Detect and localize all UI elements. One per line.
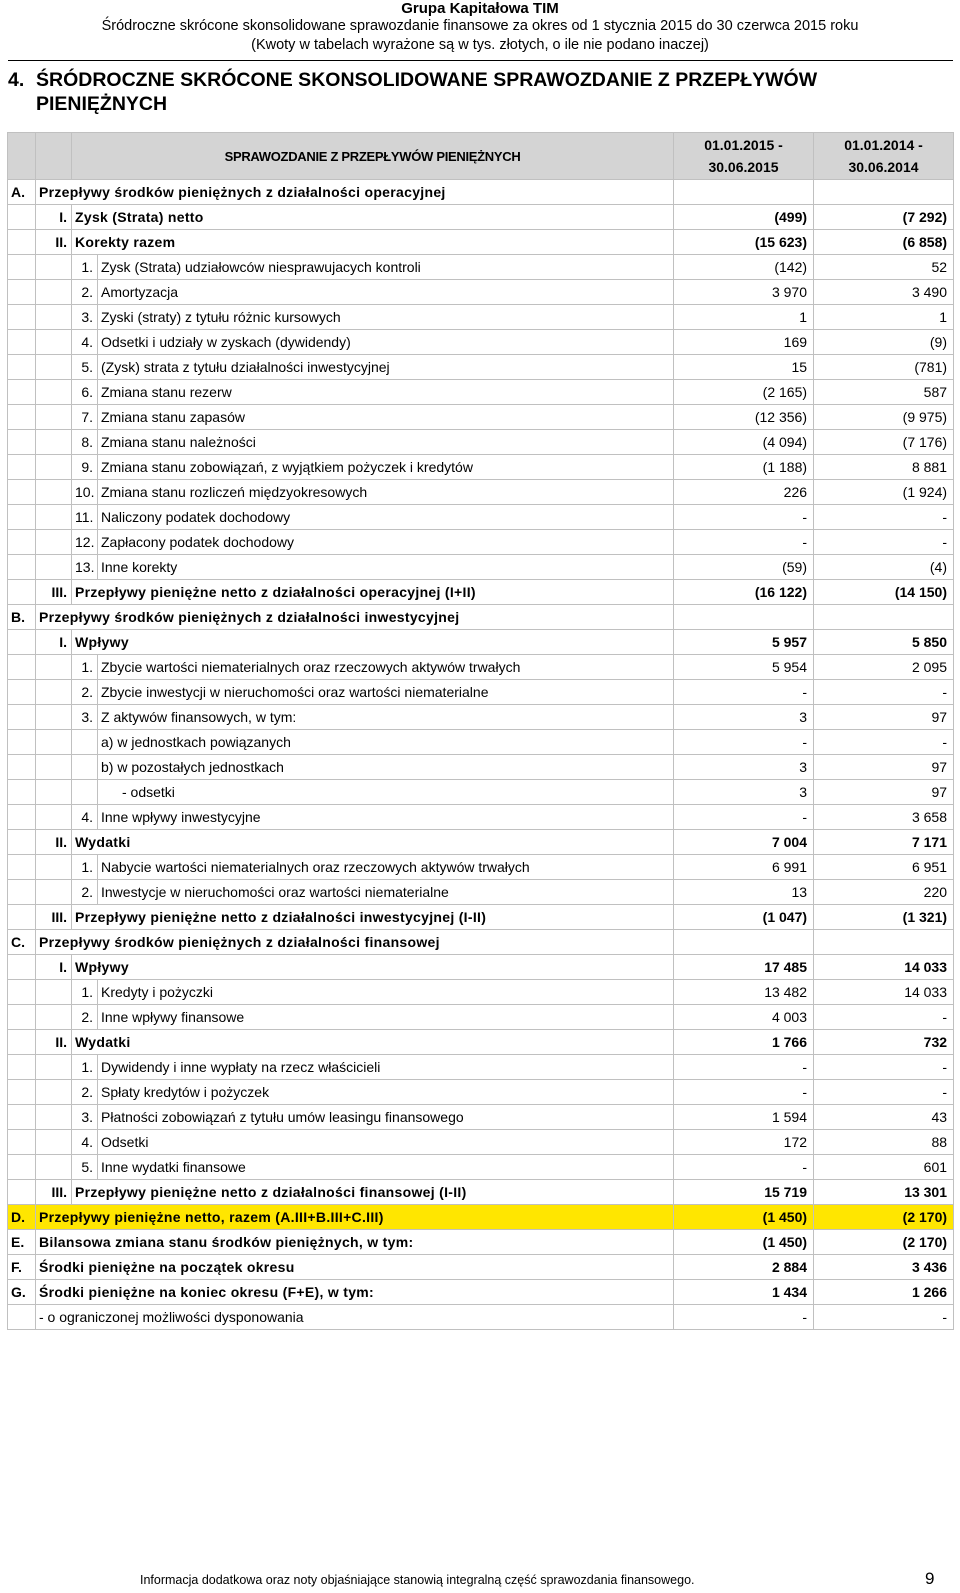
value-2015: 4 003 bbox=[674, 1005, 814, 1030]
table-row bbox=[8, 605, 954, 630]
item-label: Inne wydatki finansowe bbox=[98, 1155, 674, 1180]
table-row bbox=[8, 1030, 954, 1055]
item-label: Kredyty i pożyczki bbox=[98, 980, 674, 1005]
note-label: - o ograniczonej możliwości dysponowania bbox=[36, 1305, 674, 1330]
section-letter: C. bbox=[8, 930, 36, 955]
item-number: 1. bbox=[72, 655, 98, 680]
value-2014: (2 170) bbox=[814, 1230, 954, 1255]
item-label: Inwestycje w nieruchomości oraz wartości niematerialne bbox=[98, 880, 674, 905]
value-2014: (4) bbox=[814, 555, 954, 580]
table-row bbox=[8, 1255, 954, 1280]
value-2014: 43 bbox=[814, 1105, 954, 1130]
table-row bbox=[8, 930, 954, 955]
value-2014: - bbox=[814, 1305, 954, 1330]
value-2014: (14 150) bbox=[814, 580, 954, 605]
value-2014: 1 266 bbox=[814, 1280, 954, 1305]
table-row bbox=[8, 880, 954, 905]
item-number: 4. bbox=[72, 330, 98, 355]
value-2014: 13 301 bbox=[814, 1180, 954, 1205]
item-label: Zapłacony podatek dochodowy bbox=[98, 530, 674, 555]
value-2015: - bbox=[674, 505, 814, 530]
table-row bbox=[8, 455, 954, 480]
value-2015: - bbox=[674, 1055, 814, 1080]
table-row bbox=[8, 705, 954, 730]
table-header-label: SPRAWOZDANIE Z PRZEPŁYWÓW PIENIĘŻNYCH bbox=[72, 133, 674, 180]
value-2014: - bbox=[814, 1005, 954, 1030]
value-2015: 15 bbox=[674, 355, 814, 380]
section-heading: Przepływy środków pieniężnych z działalności inwestycyjnej bbox=[36, 605, 674, 630]
total-label: Przepływy pieniężne netto, razem (A.III+B.III+C.III) bbox=[36, 1205, 674, 1230]
roman-numeral: III. bbox=[36, 905, 72, 930]
table-row bbox=[8, 530, 954, 555]
column-header-2014 bbox=[814, 133, 954, 180]
table-row bbox=[8, 1205, 954, 1230]
company-name: Grupa Kapitałowa TIM bbox=[401, 0, 559, 17]
roman-numeral: II. bbox=[36, 830, 72, 855]
item-label: Nabycie wartości niematerialnych oraz rzeczowych aktywów trwałych bbox=[98, 855, 674, 880]
value-2015: (2 165) bbox=[674, 380, 814, 405]
item-label: (Zysk) strata z tytułu działalności inwestycyjnej bbox=[98, 355, 674, 380]
value-2014: - bbox=[814, 730, 954, 755]
column-header-2014-line1: 01.01.2014 - bbox=[844, 137, 923, 153]
subtotal-label: Przepływy pieniężne netto z działalności finansowej (I-II) bbox=[72, 1180, 674, 1205]
table-row bbox=[8, 1080, 954, 1105]
value-2015: (142) bbox=[674, 255, 814, 280]
table-row bbox=[8, 805, 954, 830]
table-row bbox=[8, 780, 954, 805]
table-row bbox=[8, 1005, 954, 1030]
item-label: Inne korekty bbox=[98, 555, 674, 580]
value-2015: 2 884 bbox=[674, 1255, 814, 1280]
value-2015: 3 970 bbox=[674, 280, 814, 305]
roman-numeral: I. bbox=[36, 630, 72, 655]
value-2015: (59) bbox=[674, 555, 814, 580]
value-2014: (6 858) bbox=[814, 230, 954, 255]
value-2015: 7 004 bbox=[674, 830, 814, 855]
value-2015: 172 bbox=[674, 1130, 814, 1155]
item-number: 1. bbox=[72, 855, 98, 880]
subtotal-label: Przepływy pieniężne netto z działalności operacyjnej (I+II) bbox=[72, 580, 674, 605]
item-label: Zmiana stanu należności bbox=[98, 430, 674, 455]
section-title-line1: ŚRÓDROCZNE SKRÓCONE SKONSOLIDOWANE SPRAWOZDANIE Z PRZEPŁYWÓW bbox=[36, 69, 818, 91]
value-2014 bbox=[814, 180, 954, 205]
item-label: Zyski (straty) z tytułu różnic kursowych bbox=[98, 305, 674, 330]
table-row bbox=[8, 980, 954, 1005]
value-2014: - bbox=[814, 530, 954, 555]
value-2015: 5 954 bbox=[674, 655, 814, 680]
subtotal-label: Zysk (Strata) netto bbox=[72, 205, 674, 230]
value-2014: 5 850 bbox=[814, 630, 954, 655]
value-2015: - bbox=[674, 730, 814, 755]
total-label: Środki pieniężne na koniec okresu (F+E), w tym: bbox=[36, 1280, 674, 1305]
value-2014: (1 924) bbox=[814, 480, 954, 505]
subtotal-label: Wydatki bbox=[72, 1030, 674, 1055]
value-2015: (16 122) bbox=[674, 580, 814, 605]
item-number: 11. bbox=[72, 505, 98, 530]
item-number: 2. bbox=[72, 1080, 98, 1105]
table-row bbox=[8, 1305, 954, 1330]
total-label: Bilansowa zmiana stanu środków pieniężnych, w tym: bbox=[36, 1230, 674, 1255]
table-row bbox=[8, 205, 954, 230]
subtotal-label: Wpływy bbox=[72, 955, 674, 980]
table-row bbox=[8, 730, 954, 755]
value-2015: (12 356) bbox=[674, 405, 814, 430]
value-2014: 97 bbox=[814, 780, 954, 805]
value-2014: (7 292) bbox=[814, 205, 954, 230]
item-label: Zysk (Strata) udziałowców niesprawujacych kontroli bbox=[98, 255, 674, 280]
table-row bbox=[8, 1130, 954, 1155]
value-2014: - bbox=[814, 1080, 954, 1105]
value-2014 bbox=[814, 930, 954, 955]
value-2015: 17 485 bbox=[674, 955, 814, 980]
column-header-2015 bbox=[674, 133, 814, 180]
item-number: 1. bbox=[72, 255, 98, 280]
section-heading: Przepływy środków pieniężnych z działalności operacyjnej bbox=[36, 180, 674, 205]
value-2014: - bbox=[814, 505, 954, 530]
sub-item-label: b) w pozostałych jednostkach bbox=[98, 755, 674, 780]
item-label: Zmiana stanu rozliczeń międzyokresowych bbox=[98, 480, 674, 505]
item-label: Zmiana stanu rezerw bbox=[98, 380, 674, 405]
value-2014: 14 033 bbox=[814, 955, 954, 980]
table-row bbox=[8, 505, 954, 530]
table-header-row bbox=[8, 133, 954, 180]
value-2014: (9) bbox=[814, 330, 954, 355]
section-title-line2: PIENIĘŻNYCH bbox=[36, 93, 168, 115]
value-2015: (1 450) bbox=[674, 1230, 814, 1255]
value-2014: 1 bbox=[814, 305, 954, 330]
value-2015: - bbox=[674, 1155, 814, 1180]
item-number: 4. bbox=[72, 1130, 98, 1155]
value-2015: (15 623) bbox=[674, 230, 814, 255]
roman-numeral: III. bbox=[36, 580, 72, 605]
item-number: 5. bbox=[72, 1155, 98, 1180]
roman-numeral: II. bbox=[36, 230, 72, 255]
item-label: Dywidendy i inne wypłaty na rzecz właścicieli bbox=[98, 1055, 674, 1080]
value-2015: 13 bbox=[674, 880, 814, 905]
value-2014: 88 bbox=[814, 1130, 954, 1155]
column-header-2015-line1: 01.01.2015 - bbox=[704, 137, 783, 153]
value-2015: - bbox=[674, 680, 814, 705]
value-2014: 3 436 bbox=[814, 1255, 954, 1280]
value-2015: 5 957 bbox=[674, 630, 814, 655]
item-number: 5. bbox=[72, 355, 98, 380]
value-2014: 220 bbox=[814, 880, 954, 905]
value-2014: 732 bbox=[814, 1030, 954, 1055]
value-2015: 3 bbox=[674, 755, 814, 780]
table-row bbox=[8, 430, 954, 455]
value-2014: 3 490 bbox=[814, 280, 954, 305]
table-row bbox=[8, 255, 954, 280]
table-row bbox=[8, 1105, 954, 1130]
report-title: Śródroczne skrócone skonsolidowane sprawozdanie finansowe za okres od 1 stycznia 2015 do 30 czerwca 2015 roku bbox=[101, 18, 859, 34]
cash-flow-table bbox=[7, 132, 954, 1330]
table-row bbox=[8, 1230, 954, 1255]
units-note: (Kwoty w tabelach wyrażone są w tys. złotych, o ile nie podano inaczej) bbox=[251, 37, 709, 53]
item-number: 2. bbox=[72, 1005, 98, 1030]
table-row bbox=[8, 555, 954, 580]
table-row bbox=[8, 905, 954, 930]
value-2015: - bbox=[674, 1080, 814, 1105]
section-letter: B. bbox=[8, 605, 36, 630]
sub-item-label: a) w jednostkach powiązanych bbox=[98, 730, 674, 755]
item-label: Zbycie inwestycji w nieruchomości oraz wartości niematerialne bbox=[98, 680, 674, 705]
item-number: 3. bbox=[72, 705, 98, 730]
item-label: Zmiana stanu zapasów bbox=[98, 405, 674, 430]
section-title bbox=[8, 68, 817, 116]
value-2015: 3 bbox=[674, 780, 814, 805]
header-divider bbox=[8, 60, 953, 61]
column-header-2015-line2: 30.06.2015 bbox=[708, 159, 779, 175]
section-heading: Przepływy środków pieniężnych z działalności finansowej bbox=[36, 930, 674, 955]
value-2015: 3 bbox=[674, 705, 814, 730]
item-number: 12. bbox=[72, 530, 98, 555]
subtotal-label: Wpływy bbox=[72, 630, 674, 655]
item-label: Spłaty kredytów i pożyczek bbox=[98, 1080, 674, 1105]
table-row bbox=[8, 480, 954, 505]
value-2014: - bbox=[814, 680, 954, 705]
value-2014: 2 095 bbox=[814, 655, 954, 680]
table-row bbox=[8, 830, 954, 855]
item-label: Inne wpływy inwestycyjne bbox=[98, 805, 674, 830]
item-number: 4. bbox=[72, 805, 98, 830]
value-2015: 13 482 bbox=[674, 980, 814, 1005]
table-row bbox=[8, 1055, 954, 1080]
section-letter: D. bbox=[8, 1205, 36, 1230]
footer-note: Informacja dodatkowa oraz noty objaśniające stanowią integralną część sprawozdania finansowego. bbox=[140, 1573, 695, 1587]
value-2014: 587 bbox=[814, 380, 954, 405]
value-2015 bbox=[674, 180, 814, 205]
value-2015: 1 bbox=[674, 305, 814, 330]
section-number: 4. bbox=[8, 69, 25, 91]
table-row bbox=[8, 230, 954, 255]
value-2014: (9 975) bbox=[814, 405, 954, 430]
item-number: 10. bbox=[72, 480, 98, 505]
table-row bbox=[8, 280, 954, 305]
value-2015 bbox=[674, 605, 814, 630]
value-2015: - bbox=[674, 530, 814, 555]
table-row bbox=[8, 355, 954, 380]
table-row bbox=[8, 755, 954, 780]
section-letter: A. bbox=[8, 180, 36, 205]
item-label: Inne wpływy finansowe bbox=[98, 1005, 674, 1030]
total-label: Środki pieniężne na początek okresu bbox=[36, 1255, 674, 1280]
subtotal-label: Przepływy pieniężne netto z działalności inwestycyjnej (I-II) bbox=[72, 905, 674, 930]
subtotal-label: Korekty razem bbox=[72, 230, 674, 255]
roman-numeral: I. bbox=[36, 955, 72, 980]
column-header-2014-line2: 30.06.2014 bbox=[848, 159, 919, 175]
item-number: 1. bbox=[72, 1055, 98, 1080]
value-2014: (781) bbox=[814, 355, 954, 380]
value-2015: 1 594 bbox=[674, 1105, 814, 1130]
roman-numeral: III. bbox=[36, 1180, 72, 1205]
value-2014 bbox=[814, 605, 954, 630]
page-number: 9 bbox=[925, 1569, 935, 1588]
item-label: Odsetki i udziały w zyskach (dywidendy) bbox=[98, 330, 674, 355]
value-2014: 14 033 bbox=[814, 980, 954, 1005]
item-label: Z aktywów finansowych, w tym: bbox=[98, 705, 674, 730]
value-2015: (1 047) bbox=[674, 905, 814, 930]
section-letter: F. bbox=[8, 1255, 36, 1280]
table-row bbox=[8, 330, 954, 355]
value-2015: 226 bbox=[674, 480, 814, 505]
item-label: Zbycie wartości niematerialnych oraz rzeczowych aktywów trwałych bbox=[98, 655, 674, 680]
roman-numeral: II. bbox=[36, 1030, 72, 1055]
table-row bbox=[8, 380, 954, 405]
value-2014: 601 bbox=[814, 1155, 954, 1180]
value-2015: - bbox=[674, 1305, 814, 1330]
item-label: Naliczony podatek dochodowy bbox=[98, 505, 674, 530]
item-label: Amortyzacja bbox=[98, 280, 674, 305]
table-row bbox=[8, 580, 954, 605]
roman-numeral: I. bbox=[36, 205, 72, 230]
value-2014: 3 658 bbox=[814, 805, 954, 830]
table-row bbox=[8, 855, 954, 880]
table-row bbox=[8, 405, 954, 430]
value-2014: 8 881 bbox=[814, 455, 954, 480]
table-row bbox=[8, 305, 954, 330]
value-2014: 6 951 bbox=[814, 855, 954, 880]
sub-item-label: - odsetki bbox=[98, 780, 674, 805]
item-number: 8. bbox=[72, 430, 98, 455]
value-2014: (1 321) bbox=[814, 905, 954, 930]
item-number: 13. bbox=[72, 555, 98, 580]
table-row bbox=[8, 955, 954, 980]
item-number: 2. bbox=[72, 680, 98, 705]
table-row bbox=[8, 180, 954, 205]
value-2015: 169 bbox=[674, 330, 814, 355]
table-row bbox=[8, 630, 954, 655]
value-2015: (1 188) bbox=[674, 455, 814, 480]
item-number: 6. bbox=[72, 380, 98, 405]
table-row bbox=[8, 1180, 954, 1205]
value-2015: (1 450) bbox=[674, 1205, 814, 1230]
value-2015: 6 991 bbox=[674, 855, 814, 880]
table-row bbox=[8, 1280, 954, 1305]
item-label: Płatności zobowiązań z tytułu umów leasingu finansowego bbox=[98, 1105, 674, 1130]
item-label: Zmiana stanu zobowiązań, z wyjątkiem pożyczek i kredytów bbox=[98, 455, 674, 480]
item-number: 7. bbox=[72, 405, 98, 430]
item-label: Odsetki bbox=[98, 1130, 674, 1155]
subtotal-label: Wydatki bbox=[72, 830, 674, 855]
value-2015: 15 719 bbox=[674, 1180, 814, 1205]
value-2014: (7 176) bbox=[814, 430, 954, 455]
value-2014: 97 bbox=[814, 705, 954, 730]
value-2014: - bbox=[814, 1055, 954, 1080]
item-number: 1. bbox=[72, 980, 98, 1005]
value-2015: (499) bbox=[674, 205, 814, 230]
table-row bbox=[8, 655, 954, 680]
value-2014: (2 170) bbox=[814, 1205, 954, 1230]
value-2015: - bbox=[674, 805, 814, 830]
item-number: 2. bbox=[72, 280, 98, 305]
value-2015: (4 094) bbox=[674, 430, 814, 455]
item-number: 9. bbox=[72, 455, 98, 480]
value-2015 bbox=[674, 930, 814, 955]
value-2015: 1 766 bbox=[674, 1030, 814, 1055]
value-2014: 7 171 bbox=[814, 830, 954, 855]
item-number: 3. bbox=[72, 305, 98, 330]
table-row bbox=[8, 680, 954, 705]
value-2015: 1 434 bbox=[674, 1280, 814, 1305]
item-number: 3. bbox=[72, 1105, 98, 1130]
item-number: 2. bbox=[72, 880, 98, 905]
section-letter: E. bbox=[8, 1230, 36, 1255]
value-2014: 52 bbox=[814, 255, 954, 280]
table-row bbox=[8, 1155, 954, 1180]
value-2014: 97 bbox=[814, 755, 954, 780]
section-letter: G. bbox=[8, 1280, 36, 1305]
